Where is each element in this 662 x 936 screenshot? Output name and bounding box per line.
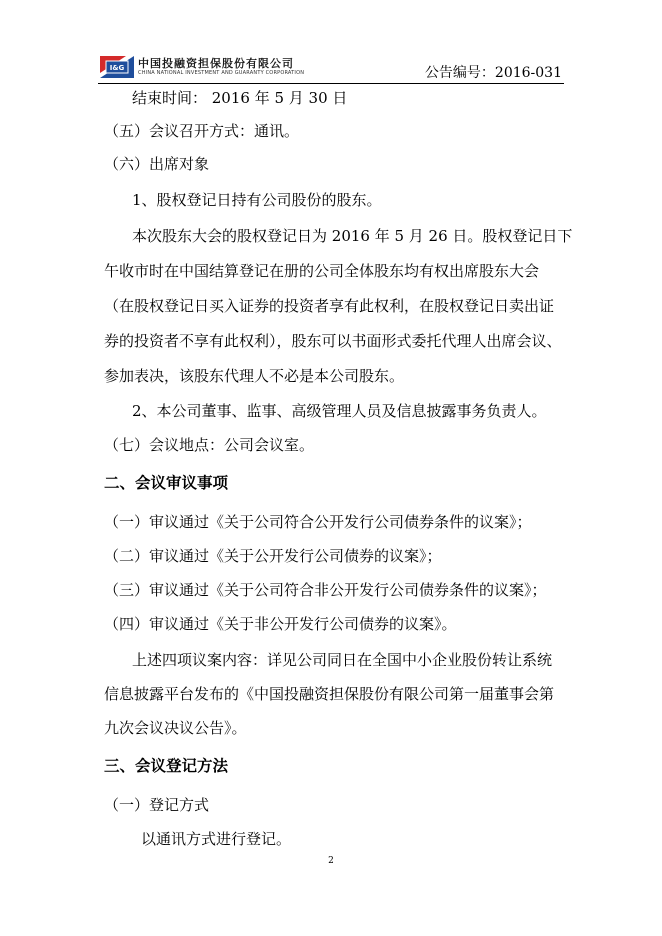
attendees-heading: （六）出席对象 — [104, 155, 210, 173]
logo-text: I&G — [109, 64, 125, 72]
agenda-item-2: （二）审议通过《关于公开发行公司债券的议案》； — [104, 547, 442, 565]
section-2-title: 二、会议审议事项 — [104, 473, 229, 492]
agenda-item-4: （四）审议通过《关于非公开发行公司债券的议案》。 — [104, 615, 457, 633]
company-logo-icon — [100, 56, 134, 78]
record-date-line-5: 参加表决，该股东代理人不必是本公司股东。 — [104, 367, 405, 385]
registration-method-text: 以通讯方式进行登记。 — [141, 830, 292, 848]
record-date-line-3: （在股权登记日买入证券的投资者享有此权利，在股权登记日卖出证 — [104, 297, 555, 315]
record-date-line-2: 午收市时在中国结算登记在册的公司全体股东均有权出席股东大会 — [104, 262, 540, 280]
registration-method-heading: （一）登记方式 — [104, 796, 210, 814]
end-time: 结束时间： 2016 年 5 月 30 日 — [132, 89, 348, 107]
meeting-method: （五）会议召开方式：通讯。 — [104, 122, 300, 140]
attendee-item-1: 1、股权登记日持有公司股份的股东。 — [132, 191, 382, 209]
company-name-en: CHINA NATIONAL INVESTMENT AND GUARANTY CORPORATION — [138, 70, 305, 76]
agenda-item-1: （一）审议通过《关于公司符合公开发行公司债券条件的议案》； — [104, 513, 532, 531]
record-date-line-4: 券的投资者不享有此权利），股东可以书面形式委托代理人出席会议、 — [104, 332, 562, 350]
company-name-cn: 中国投融资担保股份有限公司 — [138, 57, 294, 70]
meeting-location: （七）会议地点：公司会议室。 — [104, 436, 315, 454]
page-number: 2 — [328, 856, 334, 866]
summary-line-2: 信息披露平台发布的《中国投融资担保股份有限公司第一届董事会第 — [104, 685, 555, 703]
summary-line-1: 上述四项议案内容：详见公司同日在全国中小企业股份转让系统 — [132, 651, 553, 669]
agenda-item-3: （三）审议通过《关于公司符合非公开发行公司债券条件的议案》； — [104, 581, 547, 599]
page-header — [98, 50, 564, 84]
notice-number: 公告编号：2016-031 — [424, 65, 562, 81]
section-3-title: 三、会议登记方法 — [104, 756, 229, 775]
record-date-line-1: 本次股东大会的股权登记日为 2016 年 5 月 26 日。股权登记日下 — [132, 227, 573, 245]
attendee-item-2: 2、本公司董事、监事、高级管理人员及信息披露事务负责人。 — [132, 402, 547, 420]
header-divider — [98, 83, 564, 84]
summary-line-3: 九次会议决议公告》。 — [104, 719, 247, 737]
